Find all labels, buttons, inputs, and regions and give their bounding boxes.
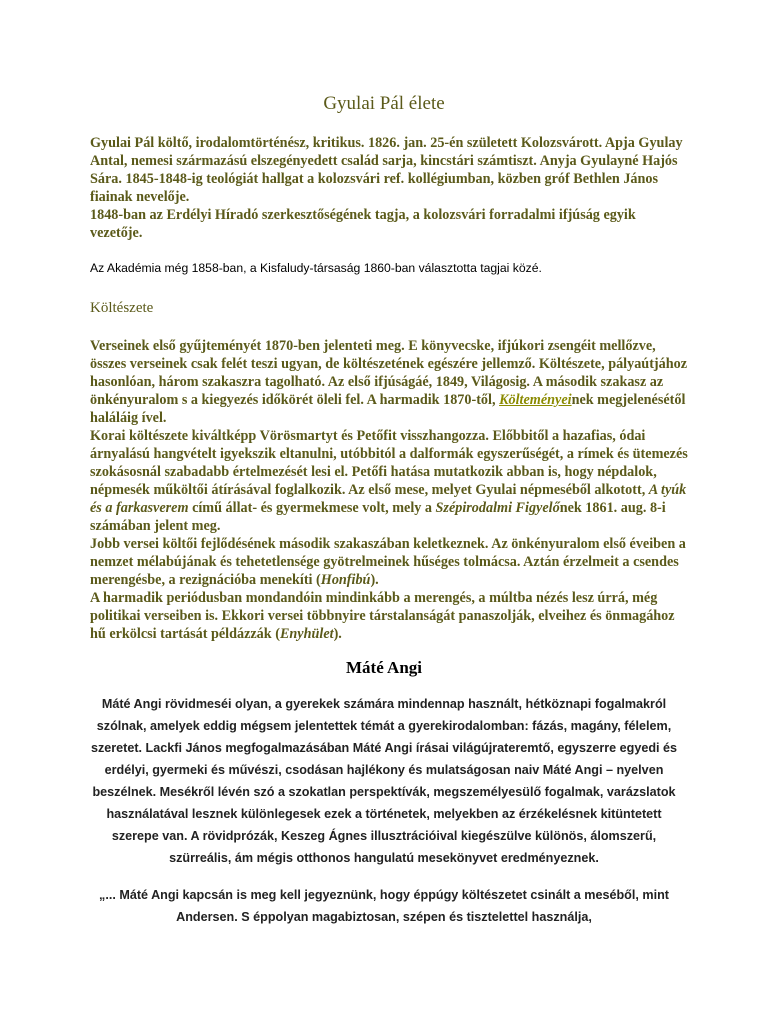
text-run: Verseinek első gyűjteményét 1870-ben jelenteti meg. E könyvecske, ifjúkori zsengéit mellőzve, összes verseinek csak felét teszi ugyan, de költészetének egészére jellemző. Költészete, pályaútjához hasonlóan, három szakaszra tagolható. Az első ifjúságáé, 1849, Világosig. A második szakasz az önkényuralom s a kiegyezés időkörét öleli fel. A harmadik 1870-től, — [90, 338, 688, 408]
work-title: A tyúk és a farkasverem — [90, 482, 687, 516]
mate-angi-quote — [84, 884, 684, 928]
poetry-paragraph-2 — [90, 427, 690, 535]
mate-paragraph-2: „... Máté Angi kapcsán is meg kell jegyeznünk, hogy éppúgy költészetet csinált a meséből, mint Andersen. S éppolyan magabiztosan, szépen és tisztelettel használja, — [99, 888, 669, 924]
work-title: Enyhület — [279, 626, 334, 642]
section-heading-poetry: Költészete — [90, 300, 154, 316]
text-run: A harmadik periódusban mondandóin mindinkább a merengés, a múltba nézés lesz úrrá, még politikai verseiben is. Ekkori versei többnyire társtalanságát panaszolják, elveihez és önmagához hű erkölcsi tartását példázzák ( — [90, 590, 675, 642]
text-run: ). — [370, 572, 379, 588]
koltemenyei-link[interactable]: Költeményei — [499, 392, 572, 408]
page-title: Gyulai Pál élete — [323, 93, 445, 114]
text-run: Korai költészete kiváltképp Vörösmartyt és Petőfit visszhangozza. Előbbitől a hazafias, ódai árnyalású hangvételt igyekszik eltanulni, utóbbitól a dalformák egyszerűségét, a rímek és ütemezés szokásosnál szabadabb értelmezését lesi el. Petőfi hatása mutatkozik abban is, hogy népdalok, népmesék műköltői átírásával foglalkozik. Az első mese, melyet Gyulai népmeséből alkotott, — [90, 428, 688, 498]
mate-angi-section — [84, 693, 684, 869]
text-run: Jobb versei költői fejlődésének második szakaszában keletkeznek. Az önkényuralom első éveiben a nemzet mélabújának és tehetetlensége gyötrelmeinek hűséges tolmácsa. Aztán érzelmeit a csendes merengésbe, a rezignációba menekíti ( — [90, 536, 686, 588]
poetry-paragraph-3 — [90, 535, 690, 589]
section-heading-mate-angi: Máté Angi — [345, 658, 423, 677]
academy-note: Az Akadémia még 1858-ban, a Kisfaludy-társaság 1860-ban választotta tagjai közé. — [90, 261, 542, 275]
bio-section — [90, 134, 690, 242]
poetry-paragraph-4 — [90, 589, 690, 643]
work-title: Honfibú — [320, 572, 371, 588]
bio-paragraph-2: 1848-ban az Erdélyi Híradó szerkesztőségének tagja, a kolozsvári forradalmi ifjúság egyik vezetője. — [90, 207, 636, 241]
poetry-section — [90, 337, 690, 643]
journal-title: Szépirodalmi Figyelő — [435, 500, 560, 516]
text-run: nek megjelenésétől haláláig ível. — [90, 392, 686, 426]
poetry-paragraph-1 — [90, 337, 690, 427]
text-run: című állat- és gyermekmese volt, mely a — [188, 500, 436, 516]
mate-paragraph-1: Máté Angi rövidmeséi olyan, a gyerekek számára mindennap használt, hétköznapi fogalmakról szólnak, amelyek eddig mégsem jelentettek témát a gyerekirodalomban: fázás, magány, félelem, szeretet. Lackfi János megfogalmazásában Máté Angi írásai világújrateremtő, egyszerre egyedi és erdélyi, gyermeki és művészi, csodásan hajlékony és mulatságosan naiv Máté Angi – nyelven beszélnek. Mesékről lévén szó a szokatlan perspektívák, megszemélyesülő fogalmak, varázslatok használatával lesznek különlegesek ezek a történetek, melyekben az érzékelésnek kitüntetett szerepe van. A rövidprózák, Keszeg Ágnes illusztrációival kiegészülve különös, álomszerű, szürreális, ám mégis otthonos hangulatú mesekönyvet eredményeznek. — [90, 697, 678, 865]
text-run: ). — [333, 626, 342, 642]
text-run: nek 1861. aug. 8-i számában jelent meg. — [90, 500, 666, 534]
bio-paragraph-1: Gyulai Pál költő, irodalomtörténész, kritikus. 1826. jan. 25-én született Kolozsvárott. Apja Gyulay Antal, nemesi származású elszegényedett család sarja, kincstári számtiszt. Anyja Gyulayné Hajós Sára. 1845-1848-ig teológiát hallgat a kolozsvári ref. kollégiumban, közben gróf Bethlen János fiainak nevelője. — [90, 135, 683, 205]
